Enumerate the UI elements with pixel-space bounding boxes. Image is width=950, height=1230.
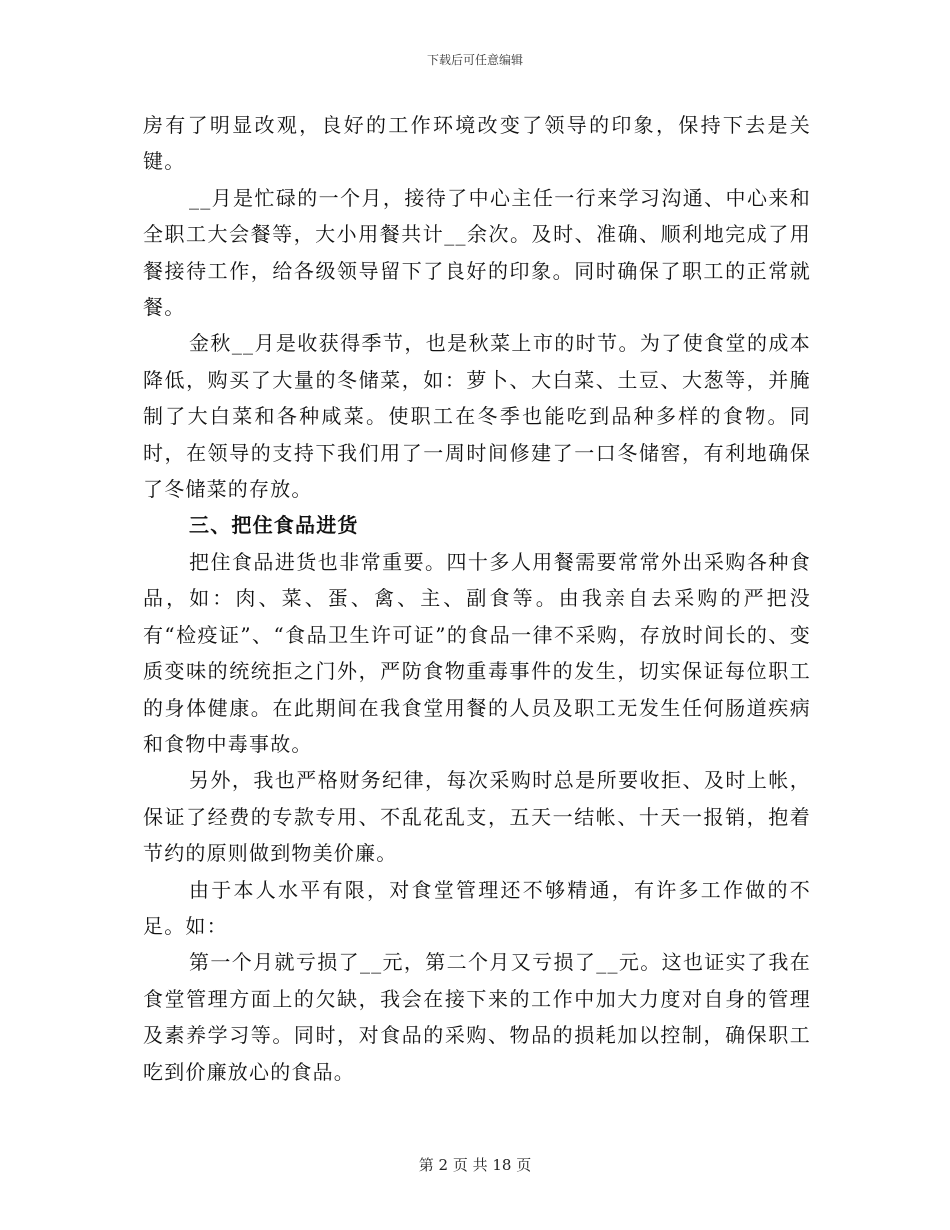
paragraph-winter-storage: 金秋__月是收获得季节，也是秋菜上市的时节。为了使食堂的成本降低，购买了大量的冬储菜，如：萝卜、大白菜、土豆、大葱等，并腌制了大白菜和各种咸菜。使职工在冬季也能吃到品种多样的食物。同时，在领导的支持下我们用了一周时间修建了一口冬储窖，有利地确保了冬储菜的存放。 — [143, 331, 811, 502]
page-header: 下载后可任意编辑 — [426, 53, 523, 67]
paragraph-reception: __月是忙碌的一个月，接待了中心主任一行来学习沟通、中心来和全职工大会餐等，大小用餐共计__余次。及时、准确、顺利地完成了用餐接待工作，给各级领导留下了良好的印象。同时确保了职工的正常就餐。 — [143, 185, 811, 320]
paragraph-food-purchasing: 把住食品进货也非常重要。四十多人用餐需要常常外出采购各种食品，如：肉、菜、蛋、禽、主、副食等。由我亲自去采购的严把没有“检疫证”、“食品卫生许可证”的食品一律不采购，存放时间长的、变质变味的统统拒之门外，严防食物重毒事件的发生，切实保证每位职工的身体健康。在此期间在我食堂用餐的人员及职工无发生任何肠道疾病和食物中毒事故。 — [143, 549, 811, 756]
paragraph-finance: 另外，我也严格财务纪律，每次采购时总是所要收拒、及时上帐，保证了经费的专款专用、不乱花乱支，五天一结帐、十天一报销，抱着节约的原则做到物美价廉。 — [143, 768, 811, 866]
section-heading: 三、把住食品进货 — [189, 513, 359, 538]
paragraph-continuation: 房有了明显改观，良好的工作环境改变了领导的印象，保持下去是关键。 — [143, 113, 811, 174]
document-body — [143, 107, 811, 1090]
page-footer: 第 2 页 共 18 页 — [418, 1156, 532, 1174]
paragraph-shortcomings: 由于本人水平有限，对食堂管理还不够精通，有许多工作做的不足。如： — [143, 877, 811, 938]
paragraph-losses: 第一个月就亏损了__元，第二个月又亏损了__元。这也证实了我在食堂管理方面上的欠缺，我会在接下来的工作中加大力度对自身的管理及素养学习等。同时，对食品的采购、物品的损耗加以控制，确保职工吃到价廉放心的食品。 — [143, 950, 811, 1084]
